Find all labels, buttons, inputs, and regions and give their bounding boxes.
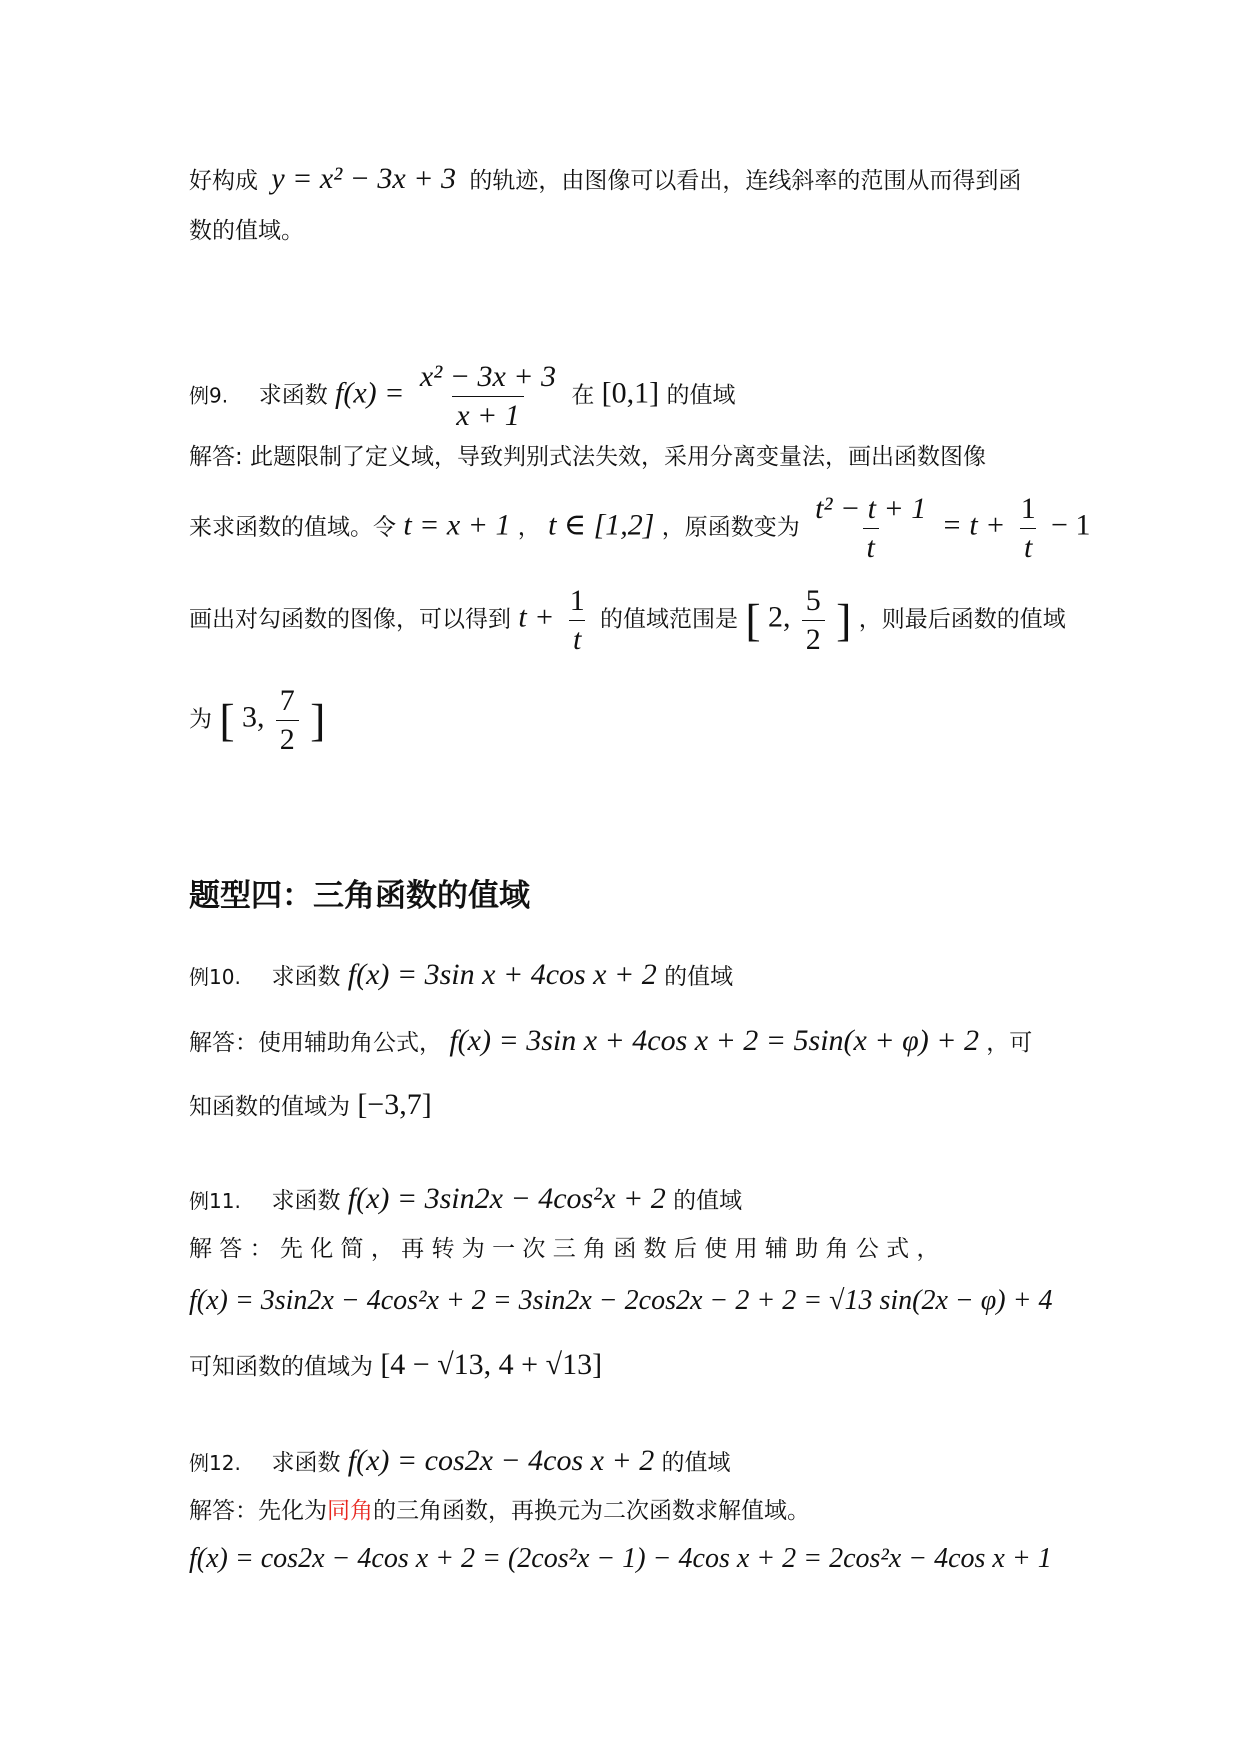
text-fragment: ，原函数变为 <box>661 514 800 541</box>
text-fragment: ， <box>517 514 541 541</box>
fraction <box>566 584 589 657</box>
answer-12-line-1 <box>189 1494 810 1528</box>
bracket-right: ] <box>310 694 326 746</box>
highlighted-text: 同角 <box>327 1498 373 1524</box>
text-fragment: 好构成 <box>189 168 258 194</box>
text-fragment: 的轨迹，由图像可以看出，连线斜率的范围从而得到函 <box>469 168 1022 194</box>
denominator: t <box>569 620 585 657</box>
denominator: x + 1 <box>452 396 524 433</box>
text-fragment: 的三角函数，再换元为二次函数求解值域。 <box>373 1498 810 1524</box>
example-label: 例12. <box>189 1451 241 1475</box>
text-line-2: 数的值域。 <box>189 218 304 244</box>
bracket-left: [ <box>219 694 235 746</box>
text-fragment: 知函数的值域为 <box>189 1094 350 1120</box>
bracket-left: [ <box>745 594 761 646</box>
text-fragment: ，可 <box>986 1030 1033 1056</box>
math-expression: t = x + 1 <box>403 508 511 542</box>
interval: [0,1] <box>601 376 660 410</box>
range-start: 3, <box>241 700 265 734</box>
math-expression: t ∈ [1,2] <box>548 508 655 542</box>
text-line-1 <box>189 162 1021 198</box>
fraction <box>811 492 930 565</box>
text-fragment: 的值域 <box>664 964 734 990</box>
text-fragment: ，则最后函数的值域 <box>858 606 1066 633</box>
text-fragment: 的值域 <box>673 1188 743 1214</box>
math-expression: − 1 <box>1051 508 1091 542</box>
range-start: 2, <box>767 600 791 634</box>
math-expression: f(x) = 3sin2x − 4cos²x + 2 <box>347 1182 666 1215</box>
text-fragment: 求函数 <box>271 1188 341 1214</box>
answer-12-line-2 <box>189 1542 1052 1577</box>
text-fragment: 在 <box>571 382 595 409</box>
answer-10-line-2 <box>189 1088 432 1124</box>
fraction <box>276 684 299 757</box>
math-expression: y = x² − 3x + 3 <box>271 162 456 195</box>
answer-9-line-4 <box>189 684 325 757</box>
answer-9-line-1: 解答: 此题限制了定义域，导致判别式法失效，采用分离变量法，画出函数图像 <box>189 444 987 470</box>
math-expression: f(x) = cos2x − 4cos x + 2 = (2cos²x − 1) − 4cos x + 2 = 2cos²x − 4cos x + 1 <box>189 1543 1052 1574</box>
text-fragment: 来求函数的值域。令 <box>189 514 396 541</box>
denominator: t <box>863 528 879 565</box>
fraction <box>1017 492 1040 565</box>
example-12 <box>189 1444 731 1480</box>
numerator: t² − t + 1 <box>815 492 927 525</box>
fraction <box>416 360 560 433</box>
numerator: 5 <box>805 584 821 617</box>
text-fragment: 画出对勾函数的图像，可以得到 <box>189 606 511 633</box>
math-expression: [4 − √13, 4 + √13] <box>380 1348 603 1381</box>
example-label: 例9. <box>189 383 229 408</box>
section-heading: 题型四：三角函数的值域 <box>189 878 530 914</box>
text-fragment: 的值域 <box>661 1450 731 1476</box>
example-label: 例10. <box>189 965 241 989</box>
numerator: 1 <box>569 584 585 617</box>
text-fragment: 求函数 <box>258 382 328 409</box>
text-fragment: 的值域 <box>666 382 736 409</box>
text-fragment: 为 <box>189 706 212 733</box>
text-fragment: 的值域范围是 <box>600 606 739 633</box>
math-expression: f(x) = 3sin2x − 4cos²x + 2 = 3sin2x − 2cos2x − 2 + 2 = √13 sin(2x − φ) + 4 <box>189 1285 1053 1316</box>
example-label: 例11. <box>189 1189 241 1213</box>
answer-11-line-1: 解 答 ： 先 化 简 ， 再 转 为 一 次 三 角 函 数 后 使 用 辅 助 角 公 式 ， <box>189 1236 940 1262</box>
numerator: 1 <box>1020 492 1036 525</box>
text-fragment: 可知函数的值域为 <box>189 1354 373 1380</box>
example-11 <box>189 1182 742 1218</box>
math-expression: f(x) = 3sin x + 4cos x + 2 = 5sin(x + φ) + 2 <box>449 1024 979 1057</box>
text-fragment: 解答：使用辅助角公式， <box>189 1030 442 1056</box>
math-expression: f(x) = cos2x − 4cos x + 2 <box>347 1444 655 1477</box>
answer-10-line-1 <box>189 1024 1032 1060</box>
denominator: 2 <box>276 720 299 757</box>
example-9 <box>189 360 735 433</box>
answer-11-line-2 <box>189 1284 1053 1319</box>
numerator: x² − 3x + 3 <box>419 360 557 393</box>
bracket-right: ] <box>836 594 852 646</box>
example-10 <box>189 958 733 994</box>
function-name: f(x) = <box>335 376 412 410</box>
numerator: 7 <box>279 684 295 717</box>
text-fragment: 求函数 <box>271 1450 341 1476</box>
text-fragment: 求函数 <box>271 964 341 990</box>
math-expression: = t + <box>941 508 1006 542</box>
answer-11-line-3 <box>189 1348 602 1384</box>
denominator: t <box>1020 528 1036 565</box>
text-fragment: 解答：先化为 <box>189 1498 327 1524</box>
math-expression: [−3,7] <box>357 1088 432 1121</box>
fraction <box>802 584 825 657</box>
answer-9-line-2 <box>189 492 1090 565</box>
math-expression: f(x) = 3sin x + 4cos x + 2 <box>347 958 657 991</box>
denominator: 2 <box>802 620 825 657</box>
answer-9-line-3 <box>189 584 1066 657</box>
math-expression: t + <box>518 600 555 634</box>
